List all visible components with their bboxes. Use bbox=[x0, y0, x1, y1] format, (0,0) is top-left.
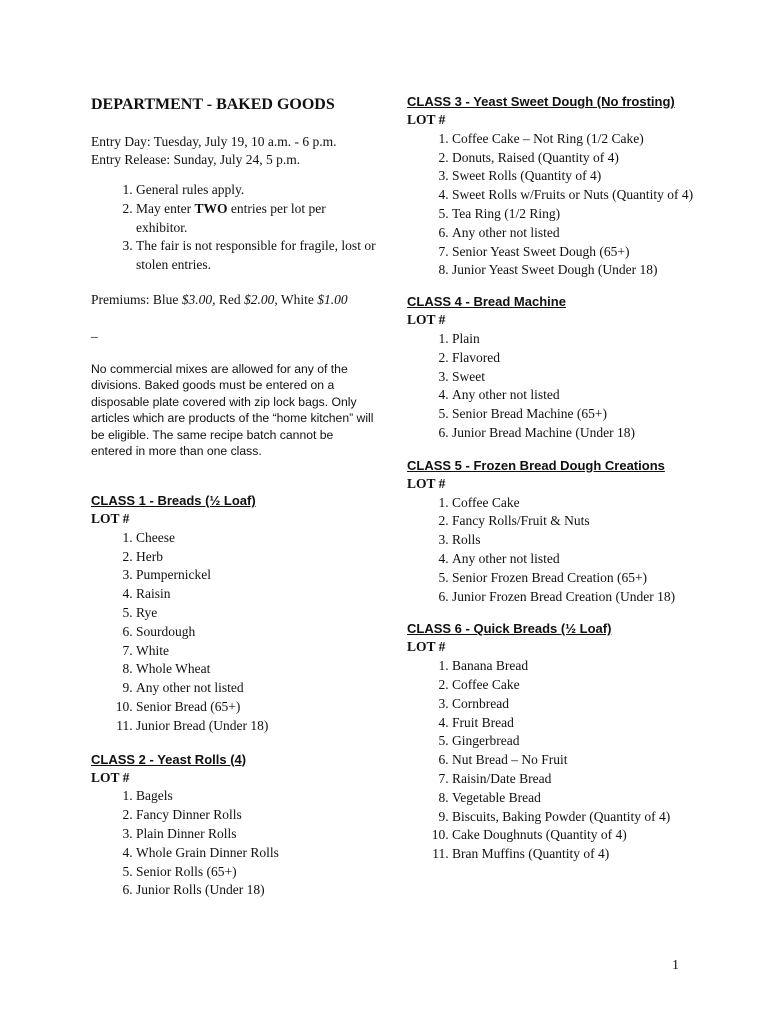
premium-red: $2.00 bbox=[244, 291, 275, 307]
lot-item: 8. Vegetable Bread bbox=[452, 789, 697, 808]
premiums-white-label: , White bbox=[274, 291, 318, 307]
lot-item: 6. Any other not listed bbox=[452, 224, 697, 243]
lot-item: 1. Banana Bread bbox=[452, 657, 697, 676]
rule-item bbox=[136, 181, 376, 200]
lot-item: 6. Junior Frozen Bread Creation (Under 18) bbox=[452, 588, 697, 607]
lot-item: 2. Fancy Rolls/Fruit & Nuts bbox=[452, 512, 697, 531]
lot-item: 10. Senior Bread (65+) bbox=[136, 698, 376, 717]
rule-item bbox=[136, 237, 376, 275]
rule-text-post: entries per lot per exhibitor. bbox=[136, 200, 326, 235]
lot-item: 6. Sourdough bbox=[136, 623, 376, 642]
lot-item: 7. White bbox=[136, 642, 376, 661]
class-6-section bbox=[407, 620, 697, 864]
lot-label: LOT # bbox=[407, 112, 446, 127]
lot-item: 2. Fancy Dinner Rolls bbox=[136, 806, 376, 825]
lot-label: LOT # bbox=[407, 312, 446, 328]
lot-item: 3. Cornbread bbox=[452, 695, 697, 714]
lot-item: 11. Junior Bread (Under 18) bbox=[136, 717, 376, 736]
class-4-section bbox=[407, 293, 697, 443]
class-title: CLASS 3 - Yeast Sweet Dough (No frosting) bbox=[407, 94, 675, 109]
lot-item: 4. Any other not listed bbox=[452, 550, 697, 569]
class-items bbox=[407, 494, 697, 607]
right-column bbox=[407, 93, 697, 864]
lot-item: 7. Raisin/Date Bread bbox=[452, 770, 697, 789]
class-items bbox=[407, 657, 697, 864]
lot-item: 6. Nut Bread – No Fruit bbox=[452, 751, 697, 770]
lot-item: 3. Plain Dinner Rolls bbox=[136, 825, 376, 844]
lot-item: 4. Whole Grain Dinner Rolls bbox=[136, 844, 376, 863]
class-title: CLASS 1 - Breads (½ Loaf) bbox=[91, 492, 256, 508]
class-title: CLASS 5 - Frozen Bread Dough Creations bbox=[407, 457, 665, 473]
lot-label: LOT # bbox=[91, 510, 130, 526]
lot-label: LOT # bbox=[91, 769, 130, 785]
lot-item: 6. Junior Rolls (Under 18) bbox=[136, 881, 376, 900]
lot-item: 5. Senior Frozen Bread Creation (65+) bbox=[452, 569, 697, 588]
lot-item: 9. Biscuits, Baking Powder (Quantity of 4) bbox=[452, 808, 697, 827]
entry-release: Entry Release: Sunday, July 24, 5 p.m. bbox=[91, 152, 301, 167]
class-items bbox=[91, 529, 376, 736]
lot-item: 5. Rye bbox=[136, 604, 376, 623]
rule-item bbox=[136, 200, 376, 238]
lot-item: 1. Plain bbox=[452, 330, 697, 349]
lot-item: 9. Any other not listed bbox=[136, 679, 376, 698]
lot-item: 8. Junior Yeast Sweet Dough (Under 18) bbox=[452, 261, 697, 280]
lot-item: 2. Donuts, Raised (Quantity of 4) bbox=[452, 149, 697, 168]
class-5-section bbox=[407, 457, 697, 607]
lot-item: 3. Pumpernickel bbox=[136, 566, 376, 585]
premium-white: $1.00 bbox=[317, 291, 348, 307]
class-title: CLASS 4 - Bread Machine bbox=[407, 294, 566, 310]
lot-item: 1. Cheese bbox=[136, 529, 376, 548]
left-column bbox=[91, 93, 376, 900]
class-1-section bbox=[91, 492, 376, 736]
lot-item: 4. Sweet Rolls w/Fruits or Nuts (Quantity of 4) bbox=[452, 186, 697, 205]
lot-item: 11. Bran Muffins (Quantity of 4) bbox=[452, 845, 697, 864]
premium-blue: $3.00 bbox=[181, 291, 213, 307]
premiums-label: Premiums: Blue bbox=[91, 291, 182, 307]
lot-label: LOT # bbox=[407, 475, 446, 491]
lot-item: 5. Tea Ring (1/2 Ring) bbox=[452, 205, 697, 224]
lot-item: 2. Herb bbox=[136, 548, 376, 567]
rules-note: No commercial mixes are allowed for any of the divisions. Baked goods must be entered on a disposable plate covered with zip lock bags. Only articles which are products of the “home kitchen” will be eligible. The same recipe batch cannot be entered in more than one class. bbox=[91, 361, 374, 459]
class-2-section bbox=[91, 751, 376, 901]
lot-label: LOT # bbox=[407, 639, 446, 655]
lot-item: 4. Raisin bbox=[136, 585, 376, 604]
rule-text: General rules apply. bbox=[136, 182, 245, 197]
class-items bbox=[407, 330, 697, 443]
lot-item: 3. Sweet bbox=[452, 368, 697, 387]
lot-item: 10. Cake Doughnuts (Quantity of 4) bbox=[452, 826, 697, 845]
general-rules-list bbox=[91, 181, 376, 275]
class-title: CLASS 2 - Yeast Rolls (4) bbox=[91, 751, 247, 767]
rule-text: The fair is not responsible for fragile, lost or stolen entries. bbox=[136, 238, 376, 273]
lot-item: 4. Fruit Bread bbox=[452, 714, 697, 733]
rule-text-pre: May enter bbox=[136, 200, 195, 216]
lot-item: 1. Bagels bbox=[136, 787, 376, 806]
lot-item: 5. Senior Bread Machine (65+) bbox=[452, 405, 697, 424]
lot-item: 3. Sweet Rolls (Quantity of 4) bbox=[452, 167, 697, 186]
class-title: CLASS 6 - Quick Breads (½ Loaf) bbox=[407, 621, 612, 637]
separator-dash: _ bbox=[91, 323, 98, 339]
lot-item: 2. Coffee Cake bbox=[452, 676, 697, 695]
lot-item: 1. Coffee Cake – Not Ring (1/2 Cake) bbox=[452, 130, 697, 149]
lot-item: 3. Rolls bbox=[452, 531, 697, 550]
lot-item: 8. Whole Wheat bbox=[136, 660, 376, 679]
page-title: DEPARTMENT - BAKED GOODS bbox=[91, 96, 335, 113]
lot-item: 2. Flavored bbox=[452, 349, 697, 368]
premiums-red-label: , Red bbox=[212, 291, 244, 307]
lot-item: 5. Senior Rolls (65+) bbox=[136, 863, 376, 882]
page-number: 1 bbox=[672, 958, 679, 973]
entry-day: Entry Day: Tuesday, July 19, 10 a.m. - 6 p.m. bbox=[91, 134, 337, 149]
lot-item: 1. Coffee Cake bbox=[452, 494, 697, 513]
class-items bbox=[407, 130, 697, 280]
lot-item: 6. Junior Bread Machine (Under 18) bbox=[452, 424, 697, 443]
lot-item: 7. Senior Yeast Sweet Dough (65+) bbox=[452, 243, 697, 262]
premiums-line bbox=[91, 291, 376, 309]
lot-item: 5. Gingerbread bbox=[452, 732, 697, 751]
rule-text-bold: TWO bbox=[194, 200, 228, 216]
lot-item: 4. Any other not listed bbox=[452, 386, 697, 405]
class-items bbox=[91, 787, 376, 900]
class-3-section bbox=[407, 93, 697, 280]
